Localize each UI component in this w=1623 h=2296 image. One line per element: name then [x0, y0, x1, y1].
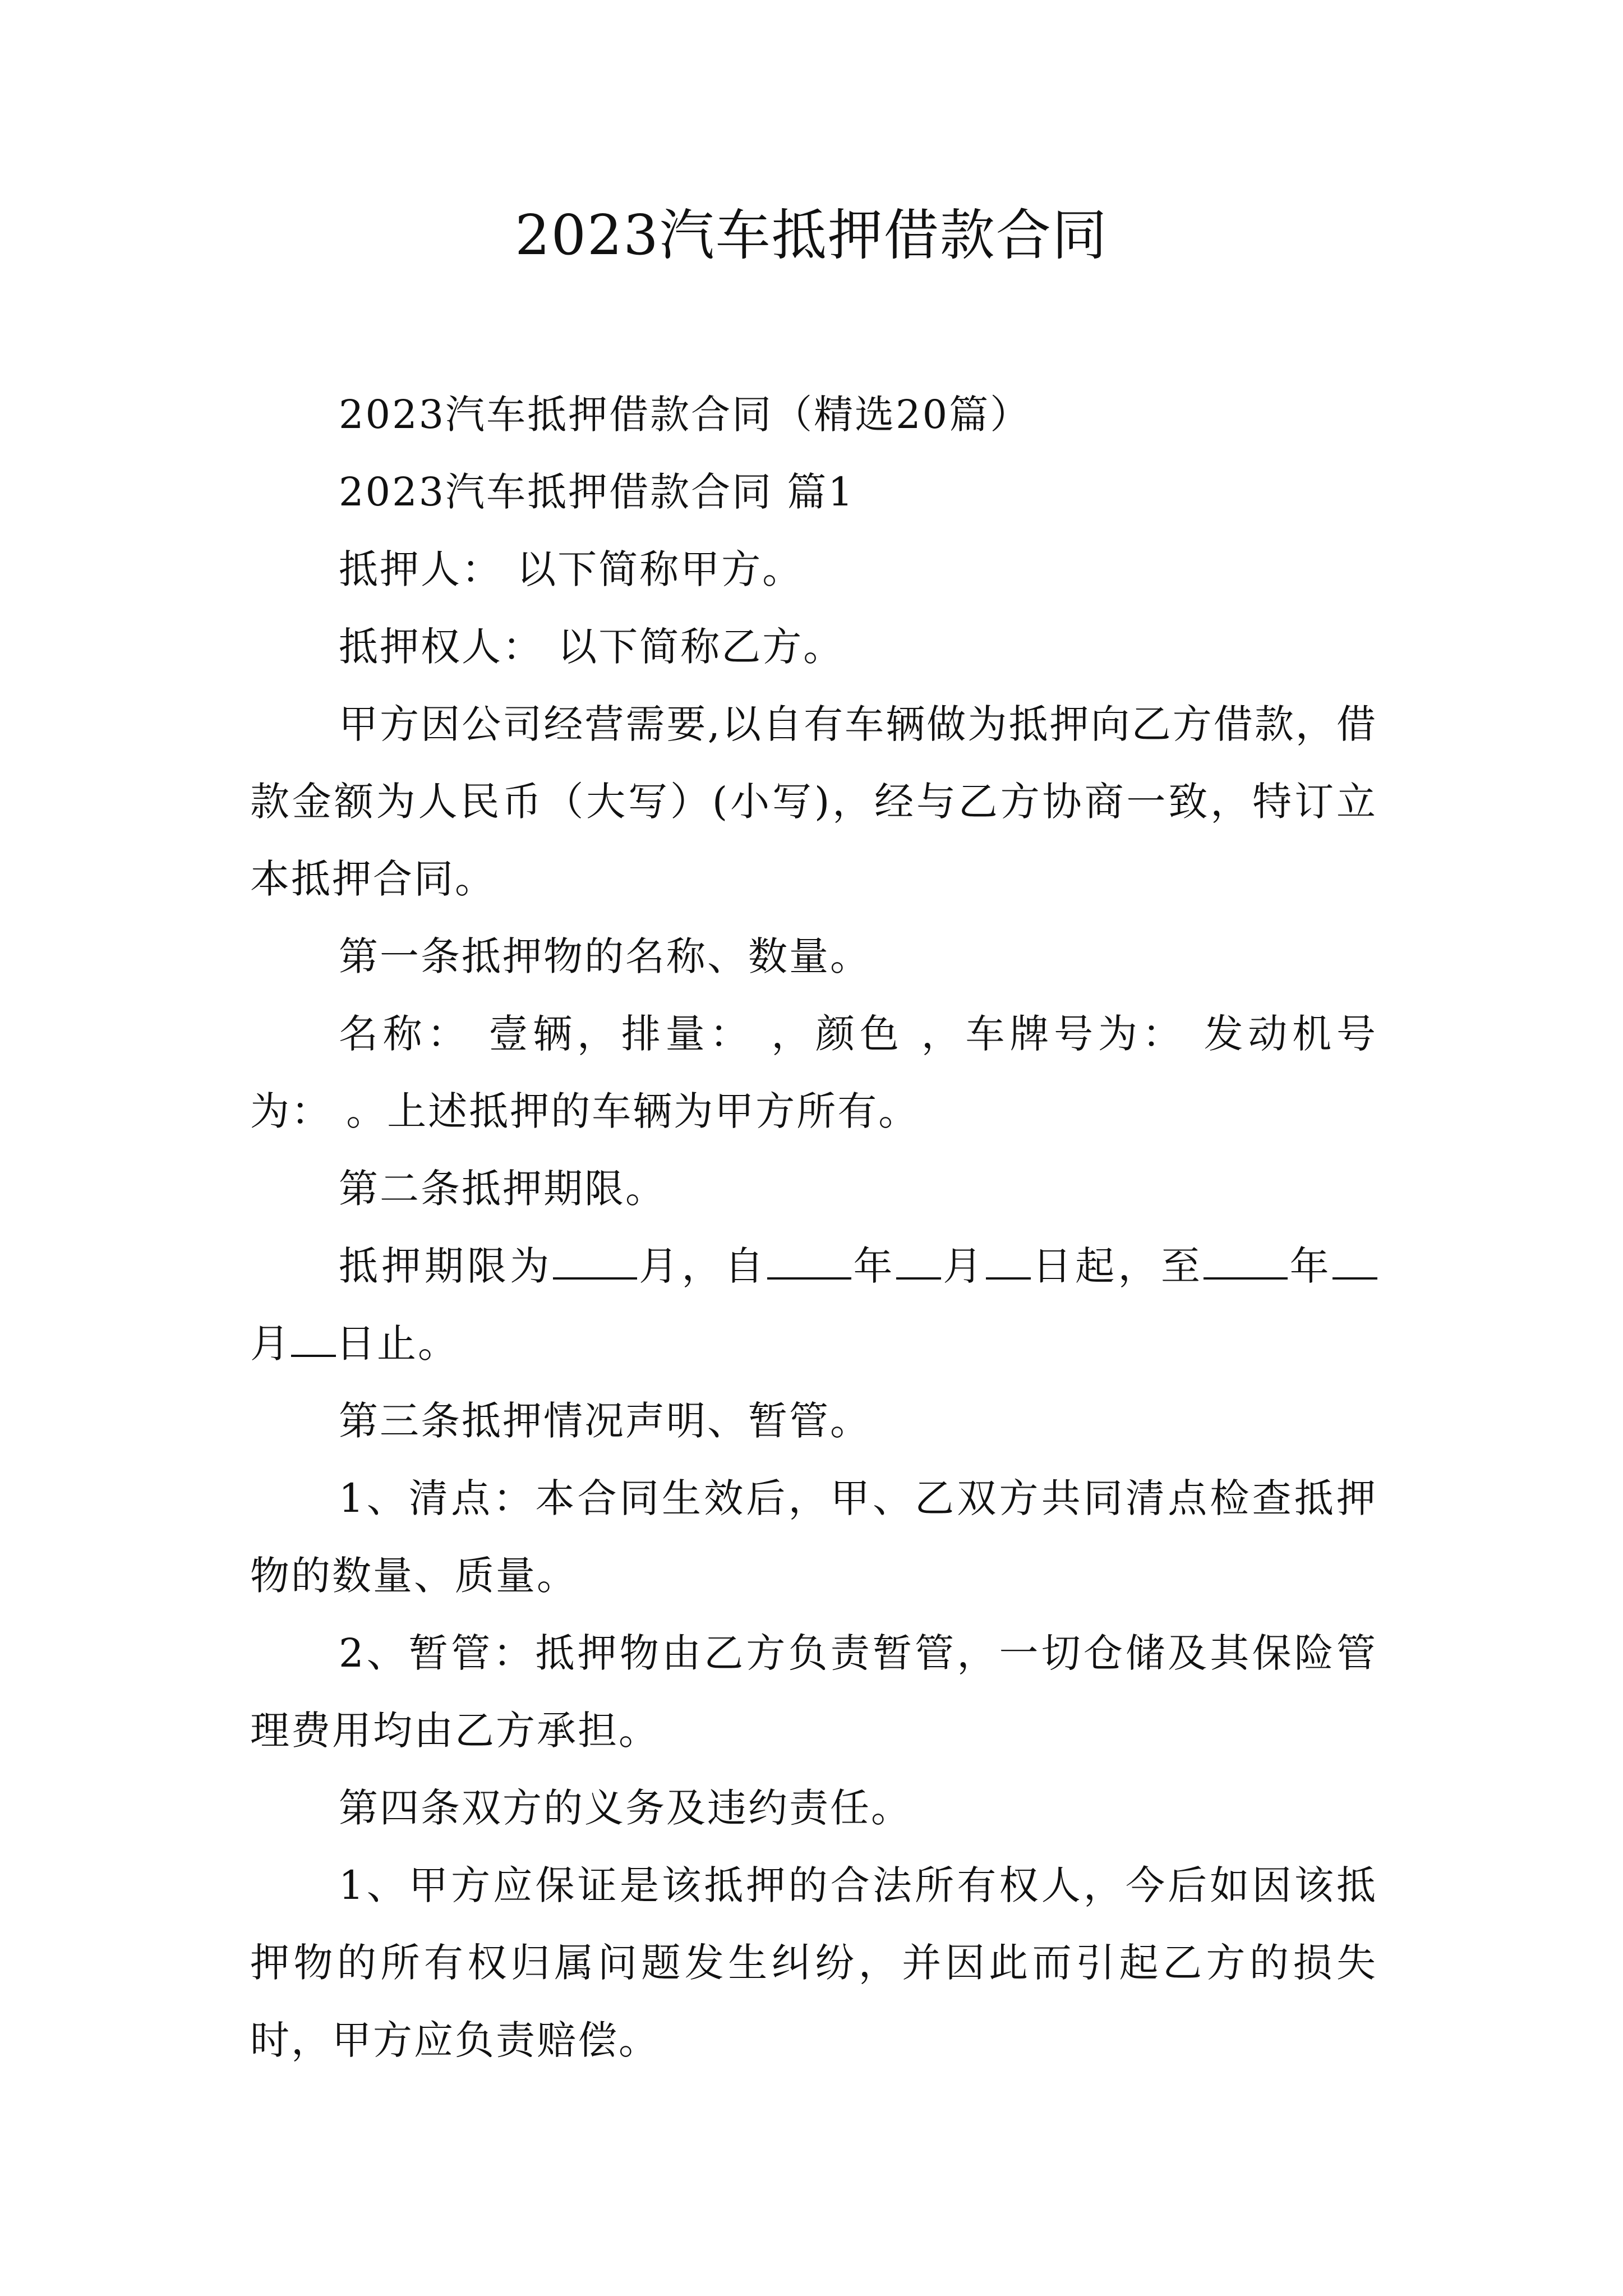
term-text: 月，自: [637, 1243, 768, 1289]
blank-line: [767, 1240, 851, 1280]
term-text: 抵押期限为: [339, 1243, 553, 1289]
term-text: 月: [250, 1320, 291, 1366]
paragraph-section-heading: 2023汽车抵押借款合同 篇1: [339, 469, 855, 515]
paragraph-article-4: 第四条双方的义务及违约责任。: [339, 1785, 912, 1831]
blank-line: [1204, 1240, 1288, 1280]
paragraph-inventory: 1、清点：本合同生效后，甲、乙双方共同清点检查抵押物的数量、质量。: [250, 1475, 1377, 1599]
paragraph-vehicle-details: 名称： 壹辆，排量： ，颜色 ，车牌号为： 发动机号为： 。上述抵押的车辆为甲方所有。: [250, 1011, 1377, 1134]
term-text: 月: [940, 1243, 986, 1289]
document-title: 2023汽车抵押借款合同: [515, 204, 1108, 268]
blank-line: [1332, 1240, 1377, 1280]
paragraph-obligation-1: 1、甲方应保证是该抵押的合法所有权人，今后如因该抵押物的所有权归属问题发生纠纷，并因此而引起乙方的损失时，甲方应负责赔偿。: [250, 1862, 1377, 2063]
blank-line: [896, 1240, 941, 1280]
term-text: 日止。: [336, 1320, 459, 1366]
paragraph-article-1: 第一条抵押物的名称、数量。: [339, 933, 871, 979]
document-body: [250, 376, 1377, 2079]
term-text: 年: [1288, 1243, 1333, 1289]
paragraph-subtitle: 2023汽车抵押借款合同（精选20篇）: [339, 392, 1031, 438]
blank-line: [553, 1240, 637, 1280]
blank-line: [986, 1240, 1031, 1280]
blank-line: [291, 1318, 336, 1358]
term-text: 日起，至: [1030, 1243, 1204, 1289]
paragraph-mortgagor: 抵押人： 以下简称甲方。: [339, 546, 804, 592]
paragraph-article-3: 第三条抵押情况声明、暂管。: [339, 1398, 871, 1444]
paragraph-mortgagee: 抵押权人： 以下简称乙方。: [339, 624, 845, 670]
term-text: 年: [851, 1243, 896, 1289]
paragraph-term: [250, 1227, 1377, 1382]
paragraph-article-2: 第二条抵押期限。: [339, 1166, 666, 1212]
paragraph-custody: 2、暂管：抵押物由乙方负责暂管，一切仓储及其保险管理费用均由乙方承担。: [250, 1630, 1377, 1754]
paragraph-purpose: 甲方因公司经营需要,以自有车辆做为抵押向乙方借款，借款金额为人民币（大写）(小写)，经与乙方协商一致，特订立本抵押合同。: [250, 701, 1377, 902]
